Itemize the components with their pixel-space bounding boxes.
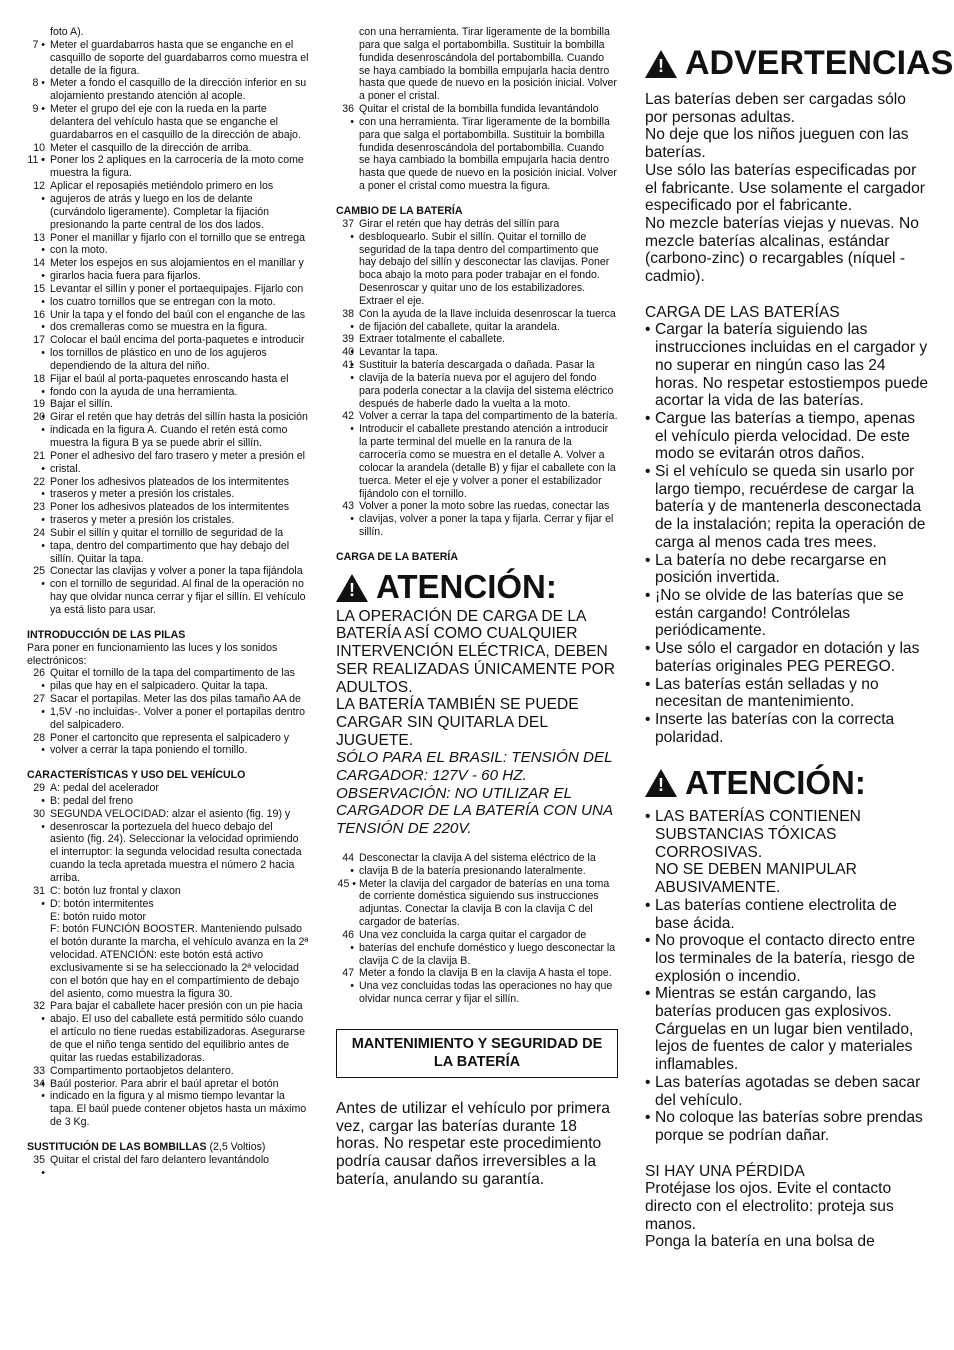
- item-number: 20 •: [27, 411, 45, 437]
- bullet-item: • Si el vehículo se queda sin usarlo por largo tiempo, recuérdese de cargar la batería y de mantenerla desconectada de la instalación; repita la operación de carga al menos cada tres mees.: [645, 463, 930, 552]
- warnings-title: ADVERTENCIAS: [685, 44, 954, 82]
- list-item: [336, 967, 618, 1006]
- item-text: Unir la tapa y el fondo del baúl con el enganche de las dos cremalleras como se muestra en la figura.: [50, 308, 306, 334]
- item-number: 44 •: [336, 852, 354, 878]
- item-text: Colocar el baúl encima del porta-paquetes e introducir los tornillos de plástico en uno de los agujeros dependiendo de la altura del niño.: [50, 334, 305, 372]
- item-text: Para bajar el caballete hacer presión con un pie hacia abajo. El uso del caballete está permitido sólo cuando el artículo no tiene ruedas estabilizadoras. Asegurarse de que el niño tenga sentido del equilibrio antes de quitar las ruedas estabilizadoras.: [50, 1000, 305, 1064]
- list-item: [27, 398, 309, 411]
- item-number: 46 •: [336, 929, 354, 955]
- item-number: 36 •: [336, 103, 354, 129]
- list-item: [27, 232, 309, 258]
- pilas-intro: Para poner en funcionamiento las luces y los sonidos electrónicos:: [27, 641, 278, 667]
- item-number: 34 •: [27, 1078, 45, 1104]
- item-number: 45 •: [336, 878, 356, 891]
- item-text: Volver a cerrar la tapa del compartimento de la batería. Introducir el caballete prestando atención a introducir la parte terminal del muelle en la ranura de la carrocería como se muestra en el detalle A. Volver a colocar la arandela (detalle B) y fijar el caballete con la tuerca. Meter el eje y volver a poner el estabilizador fijándolo con el tornillo.: [359, 410, 618, 500]
- continued-text: con una herramienta. Tirar ligeramente de la bombilla para que salga el portabombilla. Sustituir la bombilla fundida desenroscándola del portabombilla. Cuando se haya cambiado la bombilla empujarla hacia dentro hasta que quede de nuevo en la posición inicial. Volver a poner el cristal.: [359, 26, 617, 103]
- item-text: Meter los espejos en sus alojamientos en el manillar y girarlos hacia fuera para fijarlos.: [50, 257, 304, 283]
- item-number: 41 •: [336, 359, 354, 385]
- leak-text: Protéjase los ojos. Evite el contacto directo con el electrolito: proteja sus manos. Ponga la batería en una bolsa de: [645, 1180, 894, 1251]
- attention-heading: [336, 568, 618, 606]
- list-item: [27, 667, 309, 693]
- item-text: Poner los 2 apliques en la carrocería de la moto come muestra la figura.: [50, 154, 304, 180]
- list-item: [27, 142, 309, 155]
- item-text: Poner el cartoncito que representa el salpicadero y volver a cerrar la tapa poniendo el tornillo.: [50, 731, 290, 757]
- list-item: [27, 527, 309, 566]
- bullet-item: • La batería no debe recargarse en posición invertida.: [645, 552, 930, 587]
- list-item: [336, 359, 618, 410]
- item-text: Quitar el cristal de la bombilla fundida levantándolo con una herramienta. Tirar ligeramente de la bombilla para que salga el portabombilla. Sustituir la bombilla fundida desenroscándola del portabombilla. Cuando se haya cambiado la bombilla empujarla hacia dentro hasta que quede de nuevo en la posición inicial. Volver a poner el cristal como muestra la figura.: [359, 103, 617, 193]
- item-number: 38 •: [336, 308, 354, 334]
- section-heading-pilas: INTRODUCCIÓN DE LAS PILAS: [27, 628, 186, 641]
- list-item: [27, 1078, 309, 1129]
- item-number: 19 •: [27, 398, 45, 424]
- item-number: 22 •: [27, 476, 45, 502]
- item-text: Poner el manillar y fijarlo con el tornillo que se entrega con la moto.: [50, 231, 305, 257]
- item-text: Poner los adhesivos plateados de los intermitentes traseros y meter a presión los cristales.: [50, 475, 290, 501]
- list-item: [336, 878, 618, 929]
- maintenance-box: MANTENIMIENTO Y SEGURIDAD DE LA BATERÍA: [336, 1029, 618, 1078]
- bullet-item: • Mientras se están cargando, las baterías producen gas explosivos. Cárguelas en un lugar bien ventilado, lejos de fuentes de calor y materiales inflamables.: [645, 985, 930, 1074]
- paragraph: [27, 26, 309, 39]
- list-item: [27, 373, 309, 399]
- item-text: Volver a poner la moto sobre las ruedas, conectar las clavijas, volver a poner la tapa y fijarla. Cerrar y fijar el sillín.: [359, 500, 614, 539]
- item-text: Conectar las clavijas y volver a poner la tapa fijándola con el tornillo de seguridad. Al final de la operación no hay que olvidar nunca cerrar y fijar el sillín. El vehículo ya está listo para usar.: [50, 565, 306, 616]
- list-item: [27, 103, 309, 142]
- bullet-item: • Cargue las baterías a tiempo, apenas el vehículo pierda velocidad. De este modo se evitarán otros daños.: [645, 410, 930, 463]
- list-items-a: [336, 103, 618, 193]
- item-number: 42 •: [336, 410, 354, 436]
- column-2: [336, 26, 618, 1189]
- list-items-a: [27, 39, 309, 617]
- warnings-heading: [645, 44, 954, 83]
- attention-title: ATENCIÓN:: [376, 568, 557, 606]
- item-number: 12 •: [27, 180, 45, 206]
- list-item: [27, 257, 309, 283]
- list-item: [27, 309, 309, 335]
- item-text: Meter el grupo del eje con la rueda en la parte delantera del vehículo hasta que se enganche el guardabarros en el casquillo de la dirección de abajo.: [50, 103, 301, 141]
- item-number: 18 •: [27, 373, 45, 399]
- charging-list: [645, 321, 930, 746]
- bullet-item: • Las baterías están selladas y no necesitan de mantenimiento.: [645, 676, 930, 711]
- item-number: 39 •: [336, 333, 354, 359]
- list-item: [27, 334, 309, 373]
- column-1: [27, 26, 309, 1167]
- list-item: [27, 180, 309, 231]
- warning-triangle-icon: [645, 50, 677, 78]
- item-number: 11 •: [27, 154, 45, 167]
- list-items-b: [336, 218, 618, 539]
- list-item: [27, 411, 309, 450]
- item-text: SEGUNDA VELOCIDAD: alzar el asiento (fig. 19) y desenroscar la portezuela del hueco debajo del asiento (fig. 24). Seleccionar la velocidad oprimiendo el interruptor: la segunda velocidad resulta conectada cuando la tecla apretada muestra el número 2 hacia arriba.: [50, 807, 302, 884]
- section-heading-bombillas: [27, 1141, 309, 1154]
- section-heading-bombillas-note: (2,5 Voltios): [209, 1140, 266, 1153]
- list-item: [27, 693, 309, 732]
- item-number: 37 •: [336, 218, 354, 244]
- item-text: Extraer totalmente el caballete.: [359, 333, 506, 346]
- list-item: [336, 103, 618, 193]
- bullet-item: • Inserte las baterías con la correcta polaridad.: [645, 711, 930, 746]
- bullet-item: • No provoque el contacto directo entre los terminales de la batería, riesgo de explosión o incendio.: [645, 932, 930, 985]
- warning-triangle-icon: [645, 769, 677, 797]
- item-number: 40 •: [336, 346, 354, 372]
- item-number: 21 •: [27, 450, 45, 476]
- attention-list: [645, 808, 930, 1144]
- bullet-item: • Las baterías agotadas se deben sacar del vehículo.: [645, 1074, 930, 1109]
- list-item: [336, 346, 618, 359]
- item-number: 25 •: [27, 565, 45, 591]
- list-item: [27, 1000, 309, 1064]
- list-item: [27, 1065, 309, 1078]
- list-item: [27, 450, 309, 476]
- bullet-item: • LAS BATERÍAS CONTIENEN SUBSTANCIAS TÓXICAS CORROSIVAS. NO SE DEBEN MANIPULAR ABUSIVAMENTE.: [645, 808, 930, 897]
- charging-heading: CARGA DE LAS BATERÍAS: [645, 303, 840, 321]
- bullet-item: • Use sólo el cargador en dotación y las baterías originales PEG PEREGO.: [645, 640, 930, 675]
- item-number: 32 •: [27, 1000, 45, 1026]
- list-item: [336, 929, 618, 968]
- item-text: Baúl posterior. Para abrir el baúl apretar el botón indicado en la figura y al mismo tiempo levantar la tapa. El baúl puede contener objetos hasta un máximo de 3 Kg.: [50, 1077, 307, 1129]
- list-item: [27, 565, 309, 616]
- attention-title: ATENCIÓN:: [685, 764, 866, 802]
- item-number: 43 •: [336, 500, 354, 526]
- maintenance-text: Antes de utilizar el vehículo por primera vez, cargar las baterías durante 18 horas. No respetar este procedimiento podría causar daños irreversibles a la batería, anulando su garantía.: [336, 1100, 610, 1188]
- item-text: Levantar la tapa.: [359, 346, 438, 359]
- item-text: Con la ayuda de la llave incluida desenroscar la tuerca de fijación del caballete, quitar la arandela.: [359, 307, 616, 333]
- item-text: Sustituir la batería descargada o dañada. Pasar la clavija de la batería nueva por el agujero del fondo para poderla conectar a la clavija del sistema eléctrico después de haberle dado la vuelta a la moto.: [359, 359, 614, 410]
- list-item: [336, 500, 618, 539]
- list-item: [336, 410, 618, 500]
- item-text: A: pedal del acelerador B: pedal del freno: [50, 782, 159, 807]
- item-number: 26 •: [27, 667, 45, 693]
- item-number: 27 •: [27, 693, 45, 719]
- list-item: [27, 501, 309, 527]
- list-item: [336, 218, 618, 308]
- attention-italic-text: SÓLO PARA EL BRASIL: TENSIÓN DEL CARGADOR: 127V - 60 HZ. OBSERVACIÓN: NO UTILIZAR EL CARGADOR DE LA BATERÍA CON UNA TENSIÓN DE 220V.: [336, 749, 613, 838]
- item-text: Quitar el tornillo de la tapa del compartimento de las pilas que hay en el salpicadero. Quitar la tapa.: [50, 667, 295, 693]
- item-number: 35 •: [27, 1154, 45, 1180]
- continued-paragraph: [336, 26, 618, 103]
- item-number: 31 •: [27, 885, 45, 911]
- list-item: [336, 308, 618, 334]
- warning-triangle-icon: [336, 574, 368, 602]
- section-heading-caracteristicas: CARACTERÍSTICAS Y USO DEL VEHÍCULO: [27, 769, 246, 782]
- list-item: [27, 283, 309, 309]
- item-text: Meter el casquillo de la dirección de arriba.: [50, 141, 252, 154]
- bullet-item: • Cargar la batería siguiendo las instrucciones incluidas en el cargador y no superar en ningún caso las 24 horas. No respetar estostiempos puede acortar la vida de las baterías.: [645, 321, 930, 410]
- item-text: Poner los adhesivos plateados de los intermitentes traseros y meter a presión los cristales.: [50, 501, 290, 527]
- item-text: Bajar el sillín.: [50, 398, 113, 411]
- item-number: 7 •: [27, 39, 45, 52]
- attention-caps-text: LA OPERACIÓN DE CARGA DE LA BATERÍA ASÍ COMO CUALQUIER INTERVENCIÓN ELÉCTRICA, DEBEN SER REALIZADAS ÚNICAMENTE POR ADULTOS. LA BATERÍA TAMBIÉN SE PUEDE CARGAR SIN QUITARLA DEL JUGUETE.: [336, 607, 616, 749]
- bullet-item: • No coloque las baterías sobre prendas porque se podrían dañar.: [645, 1109, 930, 1144]
- item-number: 28 •: [27, 732, 45, 758]
- item-number: 30 •: [27, 808, 45, 834]
- item-number: 15 •: [27, 283, 45, 309]
- list-item: [27, 782, 309, 808]
- item-number: 29 •: [27, 782, 45, 808]
- item-text: Una vez concluida la carga quitar el cargador de baterías del enchufe doméstico y luego desconectar la clavija C de la clavija B.: [359, 928, 616, 967]
- section-heading-bombillas-text: SUSTITUCIÓN DE LAS BOMBILLAS: [27, 1140, 207, 1153]
- attention-heading: [645, 764, 930, 802]
- item-text: Meter el guardabarros hasta que se enganche en el casquillo de soporte del guardabarros como muestra el detalle de la figura.: [50, 38, 309, 77]
- item-number: 23 •: [27, 501, 45, 527]
- item-text: Subir el sillín y quitar el tornillo de seguridad de la tapa, dentro del compartimento que hay debajo del sillín. Quitar la tapa.: [50, 526, 290, 565]
- list-items-d: [27, 1154, 309, 1167]
- item-text: Girar el retén que hay detrás del sillín para desbloquearlo. Subir el sillín. Quitar el tornillo de seguridad de la tapa dentro del compartimento que hay debajo del sillín y desconectar las clavijas. Poner boca abajo la moto para poder trabajar en el fondo. Desenroscar y quitar uno de los estabilizadores. Extraer el eje.: [359, 217, 610, 307]
- list-item: [336, 333, 618, 346]
- list-items-b: [27, 667, 309, 757]
- item-number: 16 •: [27, 309, 45, 335]
- item-text: Aplicar el reposapiés metiéndolo primero en los agujeros de atrás y luego en los de delante (curvándolo ligeramente). Completar la fijación presionando la parte central de los dos lados.: [50, 180, 274, 231]
- item-number: 17 •: [27, 334, 45, 360]
- list-item: [336, 852, 618, 878]
- list-item: [27, 1154, 309, 1167]
- list-item: [27, 476, 309, 502]
- item-number: 47 •: [336, 967, 354, 993]
- item-text: Compartimento portaobjetos delantero.: [50, 1064, 234, 1077]
- column-3: [645, 26, 954, 1251]
- item-text: Sacar el portapilas. Meter las dos pilas tamaño AA de 1,5V -no incluidas-. Volver a poner el portapilas dentro del salpicadero.: [50, 693, 305, 731]
- list-item: [27, 732, 309, 758]
- item-number: 33 •: [27, 1065, 45, 1091]
- bullet-item: • Las baterías contiene electrolita de base ácida.: [645, 897, 930, 932]
- item-number: 10 •: [27, 142, 45, 168]
- item-text: Fijar el baúl al porta-paquetes enroscando hasta el fondo con la ayuda de una herramienta.: [50, 372, 289, 398]
- item-text: Meter a fondo el casquillo de la dirección inferior en su alojamiento prestando atención al acople.: [50, 77, 307, 103]
- item-text: Quitar el cristal del faro delantero levantándolo: [50, 1153, 270, 1166]
- list-items-c: [336, 852, 618, 1006]
- item-number: 9 •: [27, 103, 45, 116]
- item-text: Meter la clavija del cargador de baterías en una toma de corriente doméstica siguiendo sus instrucciones adjuntas. Conectar la clavija B con la clavija C del cargador de baterías.: [359, 877, 610, 929]
- item-number: 13 •: [27, 232, 45, 258]
- section-heading-cambio: CAMBIO DE LA BATERÍA: [336, 204, 463, 217]
- item-text: Girar el retén que hay detrás del sillín hasta la posición indicada en la figura A. Cuando el retén está como muestra la figura B ya se puede abrir el sillín.: [50, 411, 308, 449]
- section-heading-carga: CARGA DE LA BATERÍA: [336, 550, 459, 563]
- item-number: 14 •: [27, 257, 45, 283]
- list-item: [27, 885, 309, 1001]
- item-text: C: botón luz frontal y claxon D: botón intermitentes E: botón ruido motor F: botón FUNCIÓN BOOSTER. Manteniendo pulsado el botón durante la marcha, el vehículo avanza en la 2ª velocidad. ATENCIÓN: este botón está activo exclusivamente si se ha seleccionado la 2ª velocidad con el botón que hay en el compartimiento de debajo del asiento, como muestra la figura 30.: [50, 884, 309, 1000]
- item-text: Levantar el sillín y poner el portaequipajes. Fijarlo con los cuatro tornillos que se entregan con la moto.: [50, 282, 304, 308]
- warnings-text: Las baterías deben ser cargadas sólo por personas adultas. No deje que los niños jueguen con las baterías. Use sólo las baterías especificadas por el fabricante. Use solamente el cargador especificado por el fabricante. No mezcle baterías viejas y nuevas. No mezcle baterías alcalinas, estándar (carbono-zinc) o recargables (níquel - cadmio).: [645, 91, 925, 286]
- list-item: [27, 808, 309, 885]
- bullet-item: • ¡No se olvide de las baterías que se están cargando! Contrólelas periódicamente.: [645, 587, 930, 640]
- item-text: Poner el adhesivo del faro trasero y meter a presión el cristal.: [50, 449, 305, 475]
- item-text: Meter a fondo la clavija B en la clavija A hasta el tope. Una vez concluidas todas las operaciones no hay que olvidar nunca cerrar y fijar el sillín.: [359, 967, 613, 1006]
- list-item: [27, 154, 309, 180]
- leak-heading: SI HAY UNA PÉRDIDA: [645, 1162, 805, 1180]
- item-number: 24 •: [27, 527, 45, 553]
- lead-text: foto A).: [50, 26, 84, 38]
- list-item: [27, 39, 309, 78]
- item-text: Desconectar la clavija A del sistema eléctrico de la clavija B de la batería presionando lateralmente.: [359, 851, 596, 877]
- list-items-c: [27, 782, 309, 1129]
- list-item: [27, 77, 309, 103]
- item-number: 8 •: [27, 77, 45, 90]
